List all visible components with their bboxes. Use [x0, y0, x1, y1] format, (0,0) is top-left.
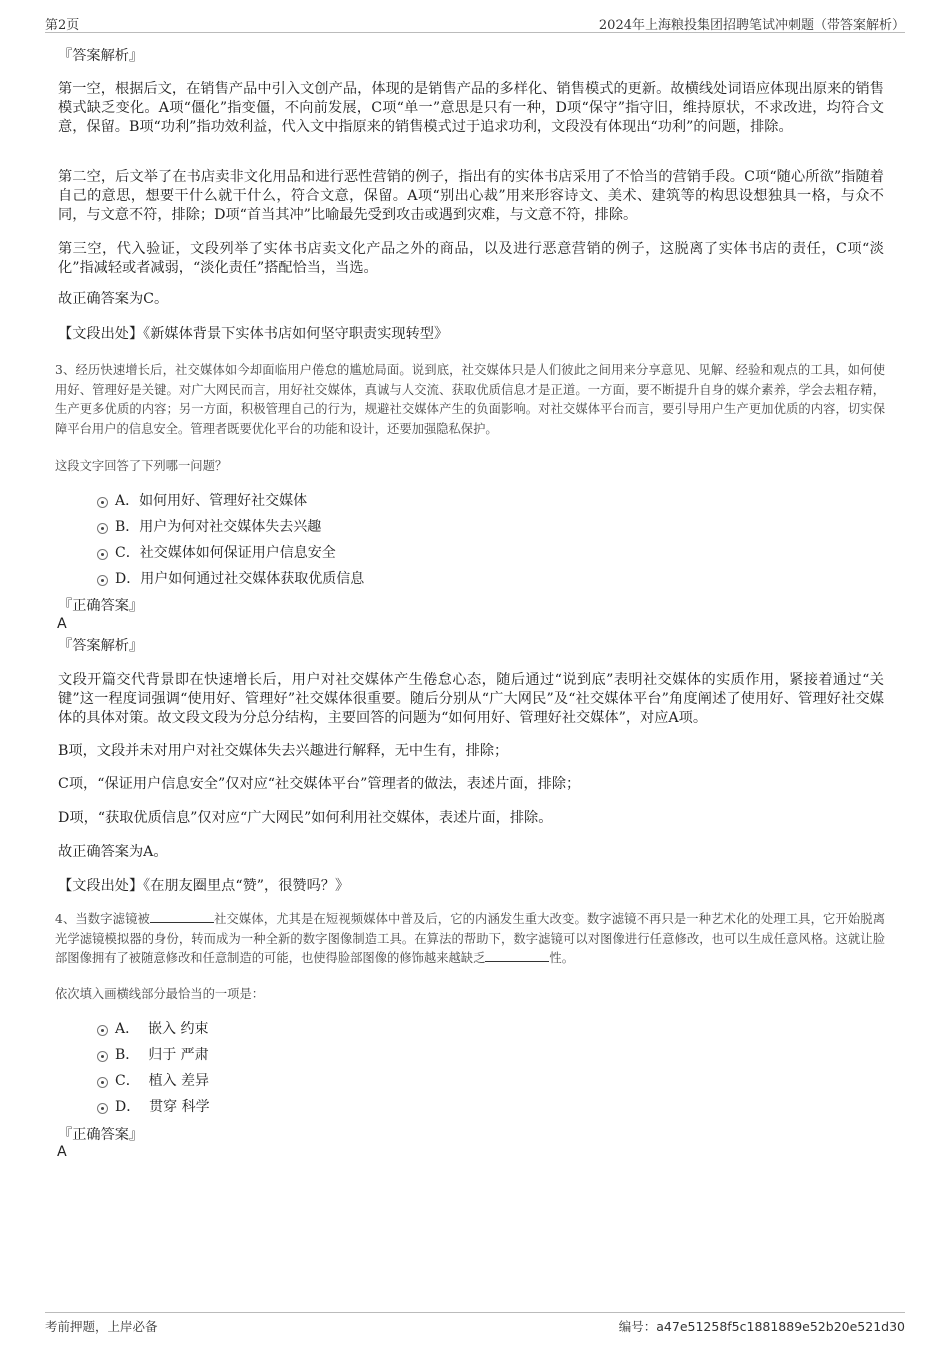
- document-title: 2024年上海粮投集团招聘笔试冲刺题（带答案解析）: [598, 18, 905, 33]
- radio-icon[interactable]: [97, 1025, 108, 1036]
- q2-conclusion: 故正确答案为C。: [58, 291, 169, 307]
- q3-analysis-para3: C项，“保证用户信息安全”仅对应“社交媒体平台”管理者的做法，表述片面，排除；: [58, 776, 581, 792]
- page-footer: [45, 1312, 905, 1335]
- page-header: [45, 12, 905, 33]
- radio-icon[interactable]: [97, 497, 108, 508]
- q2-source: 【文段出处】《新媒体背景下实体书店如何坚守职责实现转型》: [58, 326, 449, 342]
- radio-icon[interactable]: [97, 523, 108, 534]
- q2-analysis-para3: 第三空，代入验证，文段列举了实体书店卖文化产品之外的商品，以及进行恶意营销的例子，这脱离了实体书店的责任，C项“淡化”指减轻或者减弱，“淡化责任”搭配恰当，当选。: [58, 241, 884, 276]
- q3-correct-answer: A: [57, 616, 67, 632]
- page-number: 第2页: [45, 18, 80, 33]
- q4-correct-answer: A: [57, 1144, 67, 1160]
- q4-question: 依次填入画横线部分最恰当的一项是：: [55, 987, 265, 1001]
- radio-icon[interactable]: [97, 1077, 108, 1088]
- q2-analysis-label: 『答案解析』: [58, 48, 144, 64]
- document-code: 编号：a47e51258f5c1881889e52b20e521d30: [618, 1319, 905, 1334]
- radio-icon[interactable]: [97, 575, 108, 586]
- q2-analysis-para1: 第一空，根据后文，在销售产品中引入文创产品，体现的是销售产品的多样化、销售模式的更新。故横线处词语应体现出原来的销售模式缺乏变化。A项“僵化”指变僵，不向前发展，C项“单一”意思是只有一种，D项“保守”指守旧，维持原状，不求改进，均符合文意，保留。B项“功利”指功效利益，代入文中指原来的销售模式过于追求功利，文段没有体现出“功利”的问题，排除。: [58, 81, 884, 135]
- q3-analysis-para2: B项，文段并未对用户对社交媒体失去兴趣进行解释，无中生有，排除；: [58, 743, 509, 759]
- q3-analysis-para4: D项，“获取优质信息”仅对应“广大网民”如何利用社交媒体，表述片面，排除。: [58, 810, 553, 826]
- q3-analysis-para1: 文段开篇交代背景即在快速增长后，用户对社交媒体产生倦怠心态，随后通过“说到底”表明社交媒体的实质作用，紧接着通过“关键”这一程度词强调“使用好、管理好”社交媒体很重要。随后分别从“广大网民”及“社交媒体平台”角度阐述了使用好、管理好社交媒体的具体对策。故文段文段为分总分结构，主要回答的问题为“如何用好、管理好社交媒体”，对应A项。: [58, 672, 884, 726]
- fill-blank-1[interactable]: [150, 910, 214, 923]
- q3-source: 【文段出处】《在朋友圈里点“赞”，很赞吗？》: [58, 878, 350, 894]
- q3-analysis-label: 『答案解析』: [58, 638, 144, 654]
- q2-analysis-para2: 第二空，后文举了在书店卖非文化用品和进行恶性营销的例子，指出有的实体书店采用了不恰当的营销手段。C项“随心所欲”指随着自己的意思，想要干什么就干什么，符合文意，保留。A项“别出心裁”用来形容诗文、美术、建筑等的构思设想独具一格，与众不同，与文意不符，排除；D项“首当其冲”比喻最先受到攻击或遇到灾难，与文意不符，排除。: [58, 169, 884, 223]
- q3-correct-label: 『正确答案』: [58, 598, 144, 614]
- q4-correct-label: 『正确答案』: [58, 1127, 144, 1143]
- radio-icon[interactable]: [97, 1103, 108, 1114]
- q4-stem: 4、当数字滤镜被 社交媒体，尤其是在短视频媒体中普及后，它的内涵发生重大改变。数字滤镜不再只是一种艺术化的处理工具，它开始脱离光学滤镜模拟器的身份，转而成为一种全新的数字图像制造工具。在算法的帮助下，数字滤镜可以对图像进行任意修改，也可以生成任意风格。这就让脸部图像拥有了被随意修改和任意制造的可能，也使得脸部图像的修饰越来越缺乏 性。: [55, 912, 885, 965]
- q3-stem: 3、经历快速增长后，社交媒体如今却面临用户倦怠的尴尬局面。说到底，社交媒体只是人们彼此之间用来分享意见、见解、经验和观点的工具，如何使用好、管理好是关键。对广大网民而言，用好社交媒体，真诚与人交流、获取优质信息才是正道。一方面，要不断提升自身的媒介素养，学会去粗存精，生产更多优质的内容；另一方面，积极管理自己的行为，规避社交媒体产生的负面影响。对社交媒体平台而言，要引导用户生产更加优质的内容，切实保障平台用户的信息安全。管理者既要优化平台的功能和设计，还要加强隐私保护。: [55, 363, 885, 436]
- footer-slogan: 考前押题，上岸必备: [45, 1319, 158, 1334]
- q3-conclusion: 故正确答案为A。: [58, 844, 168, 860]
- radio-icon[interactable]: [97, 1051, 108, 1062]
- radio-icon[interactable]: [97, 549, 108, 560]
- q3-question: 这段文字回答了下列哪一问题？: [55, 459, 228, 473]
- fill-blank-2[interactable]: [485, 949, 549, 962]
